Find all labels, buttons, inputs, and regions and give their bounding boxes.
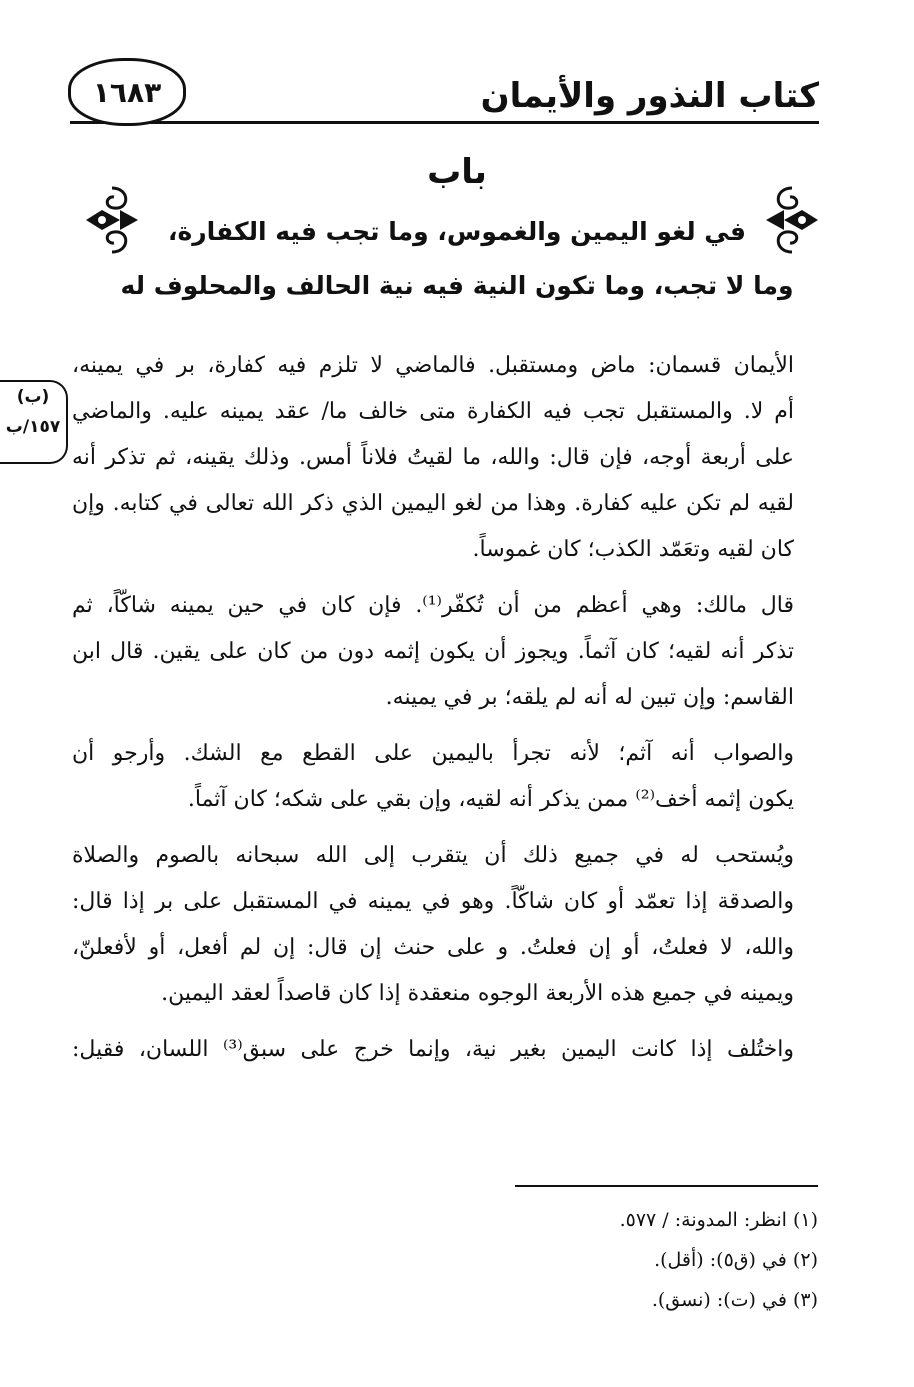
text-line: يكون إثمه أخف⁽²⁾ ممن يذكر أنه لقيه، وإن بقي على شكه؛ كان آثماً. xyxy=(187,787,794,812)
page-number: ١٦٨٣ xyxy=(68,58,186,126)
text-line: والصواب أنه آثم؛ لأنه تجرأ باليمين على القطع مع الشك. وأرجو أن xyxy=(72,741,794,766)
footnote-3: (٣) في (ت): (نسق). xyxy=(651,1289,818,1311)
text-line: واختُلف إذا كانت اليمين بغير نية، وإنما خرج على سبق⁽³⁾ اللسان، فقيل: xyxy=(72,1037,794,1062)
text-line: لقيه لم تكن عليه كفارة. وهذا من لغو اليمين الذي ذكر الله تعالى في كتابه. وإن xyxy=(72,491,794,516)
text-line: والله، لا فعلتُ، أو إن فعلتُ. و على حنث إن قال: إن لم أفعل، أو لأفعلنّ، xyxy=(72,935,794,960)
paragraph-4 xyxy=(72,833,818,1017)
paragraph-5 xyxy=(72,1027,818,1073)
text-line: قال مالك: وهي أعظم من أن تُكفّر⁽¹⁾. فإن كان في حين يمينه شاكّاً، ثم xyxy=(72,593,794,618)
header-rule xyxy=(70,121,819,124)
margin-note-line1: (ب) xyxy=(16,387,50,407)
paragraph-3 xyxy=(72,731,818,823)
chapter-subtitle-line1: في لغو اليمين والغموس، وما تجب فيه الكفارة، xyxy=(168,217,746,246)
footnotes xyxy=(620,1200,818,1320)
text-line: والصدقة إذا تعمّد أو كان شاكّاً. وهو في يمينه في المستقبل على بر إذا قال: xyxy=(72,889,794,914)
text-line: الأيمان قسمان: ماض ومستقبل. فالماضي لا تلزم فيه كفارة، بر في يمينه، xyxy=(72,353,794,378)
text-line: تذكر أنه لقيه؛ كان آثماً. ويجوز أن يكون إثمه دون من كان على يقين. قال ابن xyxy=(72,639,794,664)
text-line: أم لا. والمستقبل تجب فيه الكفارة متى خالف ما/ عقد يمينه عليه. والماضي xyxy=(72,399,794,424)
chapter-label: باب xyxy=(427,152,487,192)
footnote-2: (٢) في (ق٥): (أقل). xyxy=(654,1249,818,1271)
margin-note-line2: ١٥٧/ب xyxy=(5,417,61,437)
text-line: ويمينه في جميع هذه الأربعة الوجوه منعقدة إذا كان قاصداً لعقد اليمين. xyxy=(161,981,794,1006)
text-line: على أربعة أوجه، فإن قال: والله، ما لقيتُ فلاناً أمس. وذلك يقينه، ثم تذكر أنه xyxy=(72,445,794,470)
text-line: القاسم: وإن تبين له أنه لم يلقه؛ بر في يمينه. xyxy=(385,685,794,710)
running-title: كتاب النذور والأيمان xyxy=(480,76,819,116)
text-line: كان لقيه وتعَمّد الكذب؛ كان غموساً. xyxy=(472,537,794,562)
paragraph-2 xyxy=(72,583,818,721)
margin-note xyxy=(0,380,68,464)
footnote-rule xyxy=(515,1185,818,1187)
paragraph-1 xyxy=(72,343,818,573)
text-line: ويُستحب له في جميع ذلك أن يتقرب إلى الله سبحانه بالصوم والصلاة xyxy=(72,843,794,868)
footnote-1: (١) انظر: المدونة: / ٥٧٧. xyxy=(619,1209,818,1231)
body-text xyxy=(72,343,818,1083)
chapter-subtitle-line2: وما لا تجب، وما تكون النية فيه نية الحالف والمحلوف له xyxy=(120,271,794,300)
